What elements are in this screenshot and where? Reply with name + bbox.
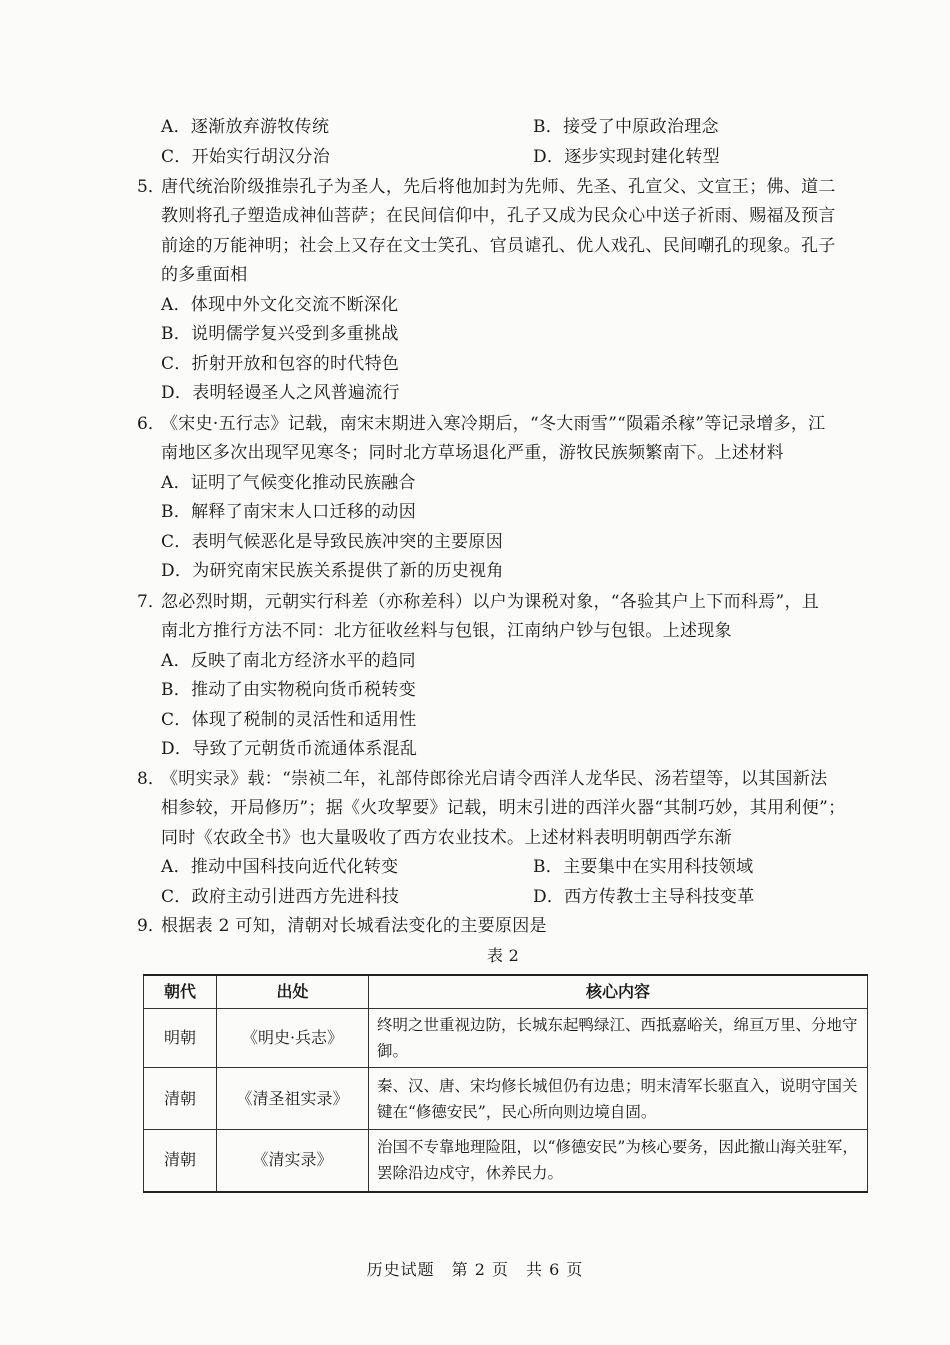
table-title: 表 2 [487,946,520,965]
table-row [144,1009,868,1068]
q5-option-a: A．体现中外文化交流不断深化 [161,295,399,315]
q6-option-d: D．为研究南宋民族关系提供了新的历史视角 [161,561,504,581]
cell-dynasty: 清朝 [144,1130,217,1192]
page-footer: 历史试题 第 2 页 共 6 页 [366,1260,584,1279]
table-row [144,1068,868,1130]
q5-stem-line: 的多重面相 [161,265,248,285]
header-source: 出处 [217,975,369,1009]
cell-dynasty: 明朝 [144,1009,217,1068]
q9-stem: 根据表 2 可知，清朝对长城看法变化的主要原因是 [161,916,547,936]
q7-stem-line: 忽必烈时期，元朝实行科差（亦称差科）以户为课税对象，“各验其户上下而科焉”，且 [161,592,820,612]
q9-number: 9． [137,916,165,936]
q4-option-d: D．逐步实现封建化转型 [533,147,720,167]
q8-number: 8． [137,769,165,789]
q5-option-d: D．表明轻谩圣人之风普遍流行 [161,383,400,403]
q6-stem-line: 《宋史·五行志》记载，南宋末期进入寒冷期后，“冬大雨雪”“陨霜杀稼”等记录增多，江 [161,414,826,434]
header-dynasty: 朝代 [144,975,217,1009]
header-content: 核心内容 [369,975,868,1009]
q7-option-b: B．推动了由实物税向货币税转变 [161,680,416,700]
q8-stem-line: 《明实录》载：“崇祯二年，礼部侍郎徐光启请令西洋人龙华民、汤若望等，以其国新法 [161,769,828,789]
q6-option-c: C．表明气候恶化是导致民族冲突的主要原因 [161,532,504,552]
q7-stem-line: 南北方推行方法不同：北方征收丝料与包银，江南纳户钞与包银。上述现象 [161,621,732,641]
q7-option-a: A．反映了南北方经济水平的趋同 [161,651,416,671]
q4-option-a: A．逐渐放弃游牧传统 [161,117,330,137]
q8-stem-line: 同时《农政全书》也大量吸收了西方农业技术。上述材料表明明朝西学东渐 [161,828,732,848]
cell-content: 治国不专靠地理险阻，以“修德安民”为核心要务，因此撤山海关驻军，罢除沿边戍守，休养民力。 [369,1130,868,1192]
q4-option-b: B．接受了中原政治理念 [533,117,719,137]
table-header-row [144,975,868,1009]
q5-stem-line: 唐代统治阶级推崇孔子为圣人，先后将他加封为先师、先圣、孔宣父、文宣王；佛、道二 [161,177,836,197]
q7-option-c: C．体现了税制的灵活性和适用性 [161,710,417,730]
cell-source: 《清圣祖实录》 [217,1068,369,1130]
table-2 [143,974,868,1193]
q5-stem-line: 前途的万能神明；社会上又存在文士笑孔、官员谑孔、优人戏孔、民间嘲孔的现象。孔子 [161,236,836,256]
q6-stem-line: 南地区多次出现罕见寒冬；同时北方草场退化严重，游牧民族频繁南下。上述材料 [161,443,784,463]
q7-number: 7． [137,592,165,612]
q8-option-c: C．政府主动引进西方先进科技 [161,887,400,907]
q8-option-d: D．西方传教士主导科技变革 [533,887,755,907]
q4-option-c: C．开始实行胡汉分治 [161,147,331,167]
q5-number: 5． [137,177,165,197]
table-row [144,1130,868,1192]
q6-option-a: A．证明了气候变化推动民族融合 [161,473,416,493]
q5-option-c: C．折射开放和包容的时代特色 [161,354,400,374]
q7-option-d: D．导致了元朝货币流通体系混乱 [161,739,418,759]
cell-content: 秦、汉、唐、宋均修长城但仍有边患；明末清军长驱直入，说明守国关键在“修德安民”，民心所向则边境自固。 [369,1068,868,1130]
q8-option-b: B．主要集中在实用科技领域 [533,857,754,877]
cell-source: 《明史·兵志》 [217,1009,369,1068]
cell-content: 终明之世重视边防，长城东起鸭绿江、西抵嘉峪关，绵亘万里、分地守御。 [369,1009,868,1068]
q6-number: 6． [137,414,165,434]
q6-option-b: B．解释了南宋末人口迁移的动因 [161,502,416,522]
q8-option-a: A．推动中国科技向近代化转变 [161,857,399,877]
q8-stem-line: 相参较，开局修历”；据《火攻挈要》记载，明末引进的西洋火器“其制巧妙，其用利便”； [161,798,846,818]
cell-dynasty: 清朝 [144,1068,217,1130]
q5-stem-line: 教则将孔子塑造成神仙菩萨；在民间信仰中，孔子又成为民众心中送子祈雨、赐福及预言 [161,206,836,226]
q5-option-b: B．说明儒学复兴受到多重挑战 [161,324,399,344]
cell-source: 《清实录》 [217,1130,369,1192]
